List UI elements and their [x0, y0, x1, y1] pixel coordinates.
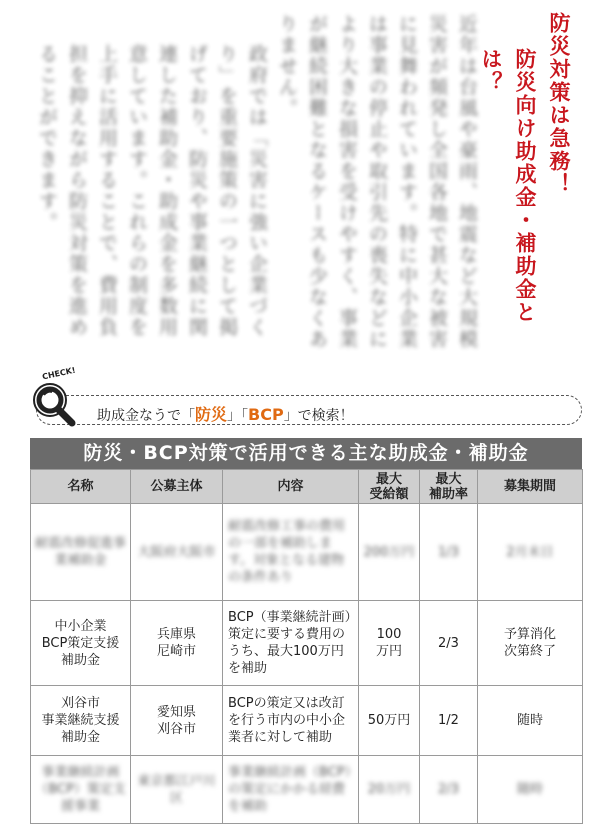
cell-organizer: 兵庫県 尼崎市 — [131, 601, 223, 686]
header-period: 募集期間 — [478, 470, 583, 504]
cell-max-rate: 1/2 — [420, 686, 478, 756]
headline-line-1: 防災対策は急務！ — [547, 12, 571, 196]
search-keyword-bosai: 防災 — [195, 405, 228, 424]
cell-content: 耐震改修工事の費用の一部を補助します。対象となる建物の条件あり — [223, 504, 359, 601]
table-row — [31, 756, 583, 824]
cell-period: 2月末日 — [478, 504, 583, 601]
table-title: 防災・BCP対策で活用できる主な助成金・補助金 — [30, 438, 582, 469]
header-max-rate: 最大 補助率 — [420, 470, 478, 504]
table-header-row — [31, 470, 583, 504]
cell-period: 予算消化 次第終了 — [478, 601, 583, 686]
table-row — [31, 686, 583, 756]
search-instruction — [97, 402, 354, 425]
cell-name: 刈谷市 事業継続支援 補助金 — [31, 686, 131, 756]
header-name: 名称 — [31, 470, 131, 504]
cell-name: 耐震改修促進事業補助金 — [31, 504, 131, 601]
header-max-amount: 最大 受給額 — [359, 470, 420, 504]
header-content: 内容 — [223, 470, 359, 504]
search-middle: 」「 — [227, 408, 249, 424]
article-paragraph: 近年は台風や豪雨、地震など大規模災害が頻発し全国各地で甚大な被害に見舞われています。特に中小企業は事業の停止や取引先の喪失などにより大きな損害を受けやすく、事業が継続困難となるケースも少なくありません。 — [276, 14, 478, 350]
table-row — [31, 601, 583, 686]
cell-content: 事業継続計画（BCP）の策定にかかる経費を補助 — [223, 756, 359, 824]
cell-max-rate: 2/3 — [420, 756, 478, 824]
article-paragraph: 政府では「災害に強い企業づくり」を重要施策の一つとして掲げており、防災や事業継続に関連した補助金・助成金を多数用意しています。これらの制度を上手に活用することで、費用負担を抑えながら防災対策を進めることができます。 — [36, 44, 268, 338]
cell-period: 随時 — [478, 756, 583, 824]
search-callout — [36, 395, 582, 425]
cell-max-amount: 50万円 — [359, 686, 420, 756]
cell-max-amount: 200万円 — [359, 504, 420, 601]
headline — [474, 12, 576, 352]
cell-name: 中小企業 BCP策定支援 補助金 — [31, 601, 131, 686]
search-prefix: 助成金なうで「 — [97, 408, 195, 424]
check-label: CHECK! — [41, 365, 77, 382]
headline-line-2: 防災向け助成金・補助金とは？ — [479, 48, 537, 324]
cell-period: 随時 — [478, 686, 583, 756]
cell-content: BCPの策定又は改訂を行う市内の中小企業者に対して補助 — [223, 686, 359, 756]
article-body — [36, 14, 482, 354]
cell-max-rate: 1/3 — [420, 504, 478, 601]
cell-organizer: 東京都江戸川区 — [131, 756, 223, 824]
cell-organizer: 大阪府大阪市 — [131, 504, 223, 601]
search-suffix: 」で検索！ — [283, 408, 354, 424]
cell-content: BCP（事業継続計画）策定に要する費用のうち、最大100万円を補助 — [223, 601, 359, 686]
subsidy-table — [30, 469, 583, 824]
table-row — [31, 504, 583, 601]
header-organizer: 公募主体 — [131, 470, 223, 504]
cell-max-amount: 100 万円 — [359, 601, 420, 686]
cell-max-rate: 2/3 — [420, 601, 478, 686]
cell-organizer: 愛知県 刈谷市 — [131, 686, 223, 756]
cell-max-amount: 20万円 — [359, 756, 420, 824]
cell-name: 事業継続計画（BCP）策定支援事業 — [31, 756, 131, 824]
search-keyword-bcp: BCP — [248, 405, 284, 424]
